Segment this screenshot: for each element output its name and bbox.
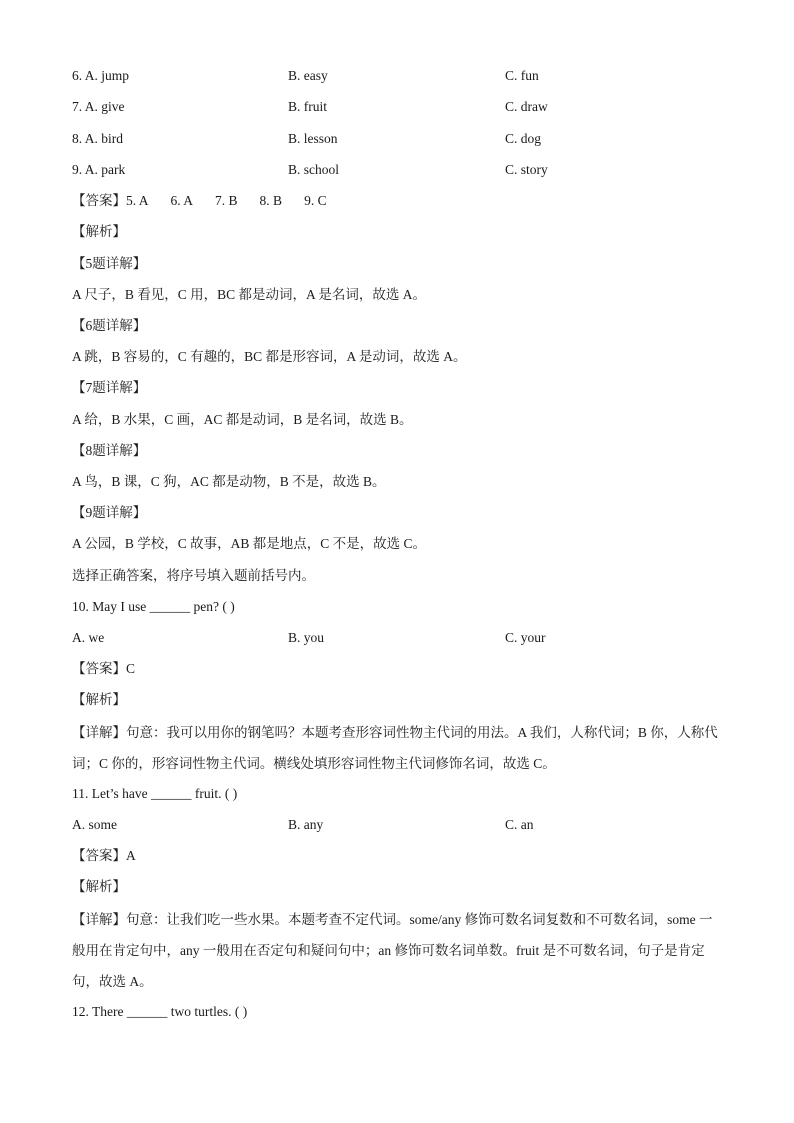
question-12: 12. There ______ two turtles. ( ) — [72, 1004, 248, 1019]
answer-item: 5. A — [126, 193, 149, 208]
option-a: 8. A. bird — [72, 131, 124, 146]
option-b: B. easy — [288, 68, 328, 83]
option-b: B. lesson — [288, 131, 338, 146]
question-11: 11. Let’s have ______ fruit. ( ) — [72, 786, 238, 801]
answer-item: 9. C — [304, 193, 327, 208]
option-a: A. some — [72, 817, 117, 832]
answer-label: 【答案】 — [72, 193, 126, 208]
section-instruction: 选择正确答案，将序号填入题前括号内。 — [72, 568, 315, 583]
option-a: A. we — [72, 630, 105, 645]
detail-11: 【详解】句意：让我们吃一些水果。本题考查不定代词。some/any 修饰可数名词复数和不可数名词，some 一般用在肯定句中，any 一般用在否定句和疑问句中；an 修饰可数名词单数。fruit 是不可数名词，句子是肯定句，故选 A。 — [72, 912, 713, 989]
detail-heading-7: 【7题详解】 — [72, 380, 147, 395]
detail-text-7: A 给，B 水果，C 画，AC 都是动词，B 是名词，故选 B。 — [72, 412, 413, 427]
question-10: 10. May I use ______ pen? ( ) — [72, 599, 235, 614]
answer-line — [72, 191, 722, 211]
analysis-11: 【解析】 — [72, 879, 126, 894]
detail-text-8: A 鸟，B 课，C 狗，AC 都是动物，B 不是，故选 B。 — [72, 474, 386, 489]
option-a: 9. A. park — [72, 162, 126, 177]
detail-text-5: A 尺子，B 看见，C 用，BC 都是动词，A 是名词，故选 A。 — [72, 287, 427, 302]
detail-heading-8: 【8题详解】 — [72, 443, 147, 458]
option-c: C. your — [505, 630, 546, 645]
option-b: B. fruit — [288, 99, 327, 114]
detail-heading-9: 【9题详解】 — [72, 505, 147, 520]
option-c: C. an — [505, 817, 534, 832]
option-a: 7. A. give — [72, 99, 125, 114]
analysis-10: 【解析】 — [72, 692, 126, 707]
option-b: B. any — [288, 817, 324, 832]
option-c: C. fun — [505, 68, 539, 83]
option-c: C. dog — [505, 131, 542, 146]
detail-heading-5: 【5题详解】 — [72, 256, 147, 271]
option-b: B. you — [288, 630, 325, 645]
option-a: 6. A. jump — [72, 68, 130, 83]
option-c: C. draw — [505, 99, 548, 114]
answer-item: 8. B — [259, 193, 283, 208]
detail-10: 【详解】句意：我可以用你的钢笔吗？本题考查形容词性物主代词的用法。A 我们，人称代词；B 你，人称代词；C 你的，形容词性物主代词。横线处填形容词性物主代词修饰名词，故选 C。 — [72, 725, 718, 771]
analysis-label: 【解析】 — [72, 224, 126, 239]
option-b: B. school — [288, 162, 340, 177]
detail-text-6: A 跳，B 容易的，C 有趣的，BC 都是形容词，A 是动词，故选 A。 — [72, 349, 467, 364]
answer-item: 7. B — [215, 193, 238, 208]
detail-heading-6: 【6题详解】 — [72, 318, 147, 333]
answer-10: 【答案】C — [72, 661, 136, 676]
detail-text-9: A 公园，B 学校，C 故事，AB 都是地点，C 不是，故选 C。 — [72, 536, 427, 551]
option-c: C. story — [505, 162, 548, 177]
answer-item: 6. A — [170, 193, 194, 208]
answer-11: 【答案】A — [72, 848, 136, 863]
